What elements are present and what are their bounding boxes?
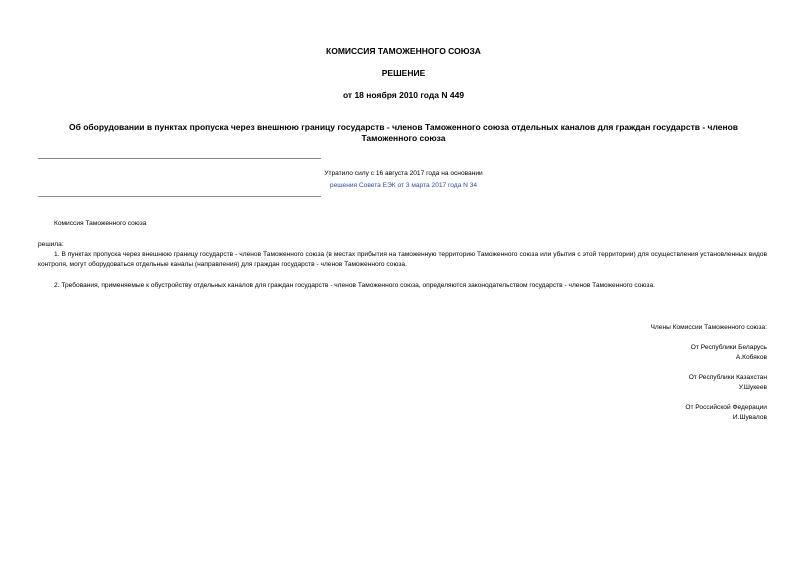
signature-name-russia: И.Шувалов <box>732 414 767 421</box>
paragraph-2: 2. Требования, применяемые к обустройству отдельных каналов для граждан государств - членов Таможенного союза, определяются законодательством государств - членов Таможенного союза. <box>54 282 655 289</box>
org-heading: КОМИССИЯ ТАМОЖЕННОГО СОЮЗА <box>326 46 481 56</box>
signature-name-belarus: А.Кобяков <box>735 354 767 361</box>
document-title: Об оборудовании в пунктах пропуска через внешнюю границу государств - членов Таможенного союза отдельных каналов для граждан государств - членов Таможенного союза <box>68 122 739 143</box>
status-top-divider <box>38 158 321 159</box>
paragraph-1: 1. В пунктах пропуска через внешнюю границу государств - членов Таможенного союза (в местах прибытия на таможенную территорию Таможенного союза или убытия с этой территории) для осуществления установленных видов контроля, могут оборудоваться отдельные каналы (направления) для граждан государств - членов Таможенного союза. <box>38 251 767 268</box>
repeal-decision-link[interactable]: решения Совета ЕЭК от 3 марта 2017 года N 34 <box>329 182 478 189</box>
issuer-text: Комиссия Таможенного союза <box>54 220 147 227</box>
signature-name-kazakhstan: У.Шукеев <box>738 384 767 391</box>
date-number-heading: от 18 ноября 2010 года N 449 <box>342 90 465 100</box>
status-bottom-divider <box>38 196 321 197</box>
signature-country-belarus: От Республики Беларусь <box>690 344 767 351</box>
signature-country-russia: От Российской Федерации <box>685 404 767 411</box>
status-text: Утратило силу с 16 августа 2017 года на основании <box>324 170 483 177</box>
status-block <box>0 168 807 192</box>
decided-text: решила: <box>38 241 64 248</box>
signatures-heading: Члены Комиссии Таможенного союза: <box>650 324 767 331</box>
doc-type-heading: РЕШЕНИЕ <box>381 68 426 78</box>
signature-country-kazakhstan: От Республики Казахстан <box>688 374 767 381</box>
